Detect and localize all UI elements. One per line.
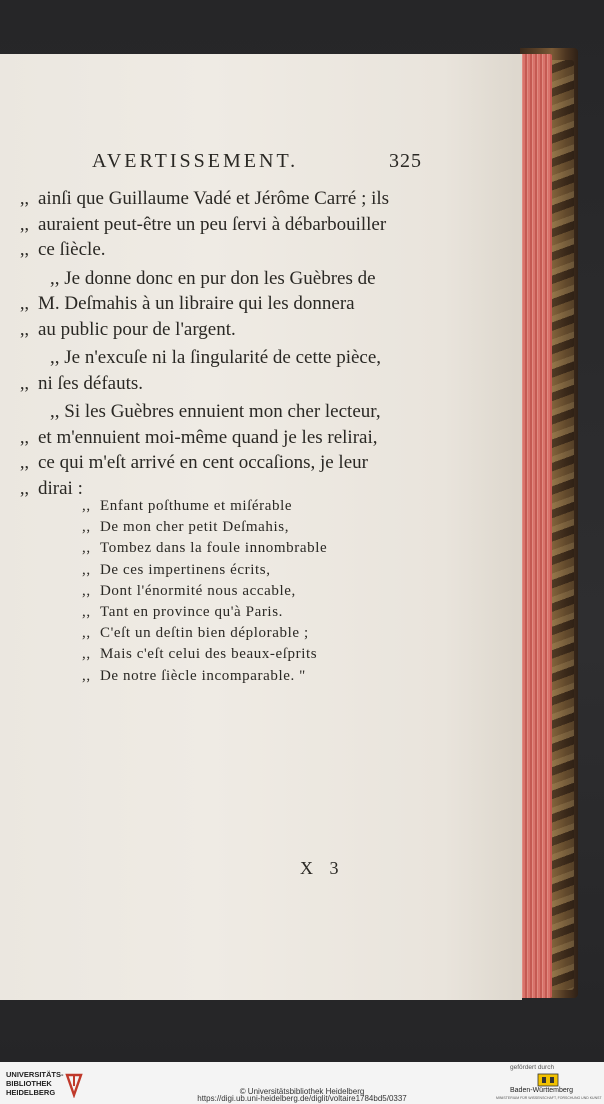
prose-line bbox=[20, 186, 420, 212]
funder-logo[interactable] bbox=[496, 1064, 600, 1102]
verse-line bbox=[82, 496, 382, 517]
prose-line bbox=[20, 371, 420, 397]
prose-line bbox=[20, 237, 420, 263]
verse-text: Tombez dans la foule innombrable bbox=[100, 540, 328, 557]
quote-mark: ,, bbox=[82, 519, 91, 536]
verse-line bbox=[82, 666, 382, 687]
prose-line bbox=[20, 317, 420, 343]
verse-text: C'eſt un deſtin bien déplorable ; bbox=[100, 625, 309, 642]
prose-line bbox=[20, 425, 420, 451]
signature-mark: X 3 bbox=[300, 858, 345, 878]
prose-block bbox=[20, 186, 420, 501]
quote-mark: ,, bbox=[82, 582, 91, 599]
verse-line bbox=[82, 538, 382, 559]
prose-text: ni ſes défauts. bbox=[38, 372, 144, 394]
verse-line bbox=[82, 581, 382, 602]
state-emblem-icon bbox=[537, 1073, 559, 1087]
funder-subtitle: MINISTERIUM FÜR WISSENSCHAFT, FORSCHUNG UND KUNST bbox=[496, 1096, 602, 1100]
quote-mark: ,, bbox=[20, 426, 29, 447]
prose-text: ,, Je n'excuſe ni la ſingularité de cette pièce, bbox=[50, 347, 382, 368]
prose-line bbox=[20, 212, 420, 238]
quote-mark: ,, bbox=[20, 239, 29, 259]
verse-line bbox=[82, 644, 382, 665]
quote-mark: ,, bbox=[82, 667, 91, 684]
prose-text: ainſi que Guillaume Vadé et Jérôme Carré ; ils bbox=[38, 188, 390, 209]
quote-mark: ,, bbox=[82, 646, 91, 663]
verse-line bbox=[82, 623, 382, 644]
library-logo-text: UNIVERSITÄTS- BIBLIOTHEK HEIDELBERG bbox=[6, 1070, 64, 1097]
prose-line bbox=[20, 345, 420, 371]
running-head-title: AVERTISSEMENT. bbox=[92, 150, 299, 172]
prose-text: M. Deſmahis à un libraire qui les donnera bbox=[38, 293, 355, 314]
verse-text: Mais c'eſt celui des beaux-eſprits bbox=[100, 646, 318, 663]
quote-mark: ,, bbox=[20, 318, 29, 339]
prose-line bbox=[20, 399, 420, 425]
prose-text: dirai : bbox=[38, 477, 83, 499]
verse-line bbox=[82, 602, 382, 623]
prose-text: et m'ennuient moi-même quand je les relirai, bbox=[38, 426, 378, 448]
verse-text: De ces impertinens écrits, bbox=[100, 561, 271, 578]
prose-line bbox=[20, 266, 420, 292]
copyright-text: © Universitätsbibliothek Heidelberg bbox=[239, 1087, 365, 1096]
prose-text: ,, Je donne donc en pur don les Guèbres de bbox=[50, 267, 376, 289]
quote-mark: ,, bbox=[82, 625, 91, 642]
verse-text: De mon cher petit Deſmahis, bbox=[100, 519, 290, 536]
verse-line bbox=[82, 517, 382, 538]
prose-text: au public pour de l'argent. bbox=[38, 318, 236, 340]
prose-line bbox=[20, 291, 420, 317]
quote-mark: ,, bbox=[82, 540, 91, 557]
quote-mark: ,, bbox=[20, 452, 29, 472]
verse-text: Dont l'énormité nous accable, bbox=[100, 582, 296, 599]
verse-text: De notre ſiècle incomparable. " bbox=[100, 667, 306, 684]
funder-label: gefördert durch bbox=[510, 1064, 555, 1071]
quote-mark: ,, bbox=[20, 213, 29, 234]
verse-text: Enfant poſthume et miſérable bbox=[100, 498, 293, 514]
prose-text: ce ſiècle. bbox=[38, 239, 106, 260]
quote-mark: ,, bbox=[82, 561, 91, 578]
quote-mark: ,, bbox=[20, 477, 29, 498]
prose-text: ,, Si les Guèbres ennuient mon cher lecteur, bbox=[50, 401, 381, 422]
verse-text: Tant en province qu'à Paris. bbox=[100, 604, 283, 621]
quote-mark: ,, bbox=[82, 498, 91, 514]
verse-line bbox=[82, 560, 382, 581]
prose-text: auraient peut-être un peu ſervi à débarbouiller bbox=[38, 213, 387, 235]
funder-name: Baden-Württemberg bbox=[510, 1087, 574, 1094]
quote-mark: ,, bbox=[82, 604, 91, 621]
book-page bbox=[0, 54, 522, 1000]
source-url[interactable]: https://digi.ub.uni-heidelberg.de/diglit/voltaire1784bd5/0337 bbox=[197, 1094, 407, 1103]
verse-block bbox=[82, 496, 382, 687]
quote-mark: ,, bbox=[20, 188, 29, 208]
prose-text: ce qui m'eſt arrivé en cent occaſions, je leur bbox=[38, 452, 368, 473]
viewer-footer bbox=[0, 1062, 604, 1104]
page-number: 325 bbox=[389, 150, 422, 172]
quote-mark: ,, bbox=[20, 372, 29, 393]
red-page-edges bbox=[518, 54, 552, 998]
quote-mark: ,, bbox=[20, 293, 29, 313]
prose-line bbox=[20, 450, 420, 476]
